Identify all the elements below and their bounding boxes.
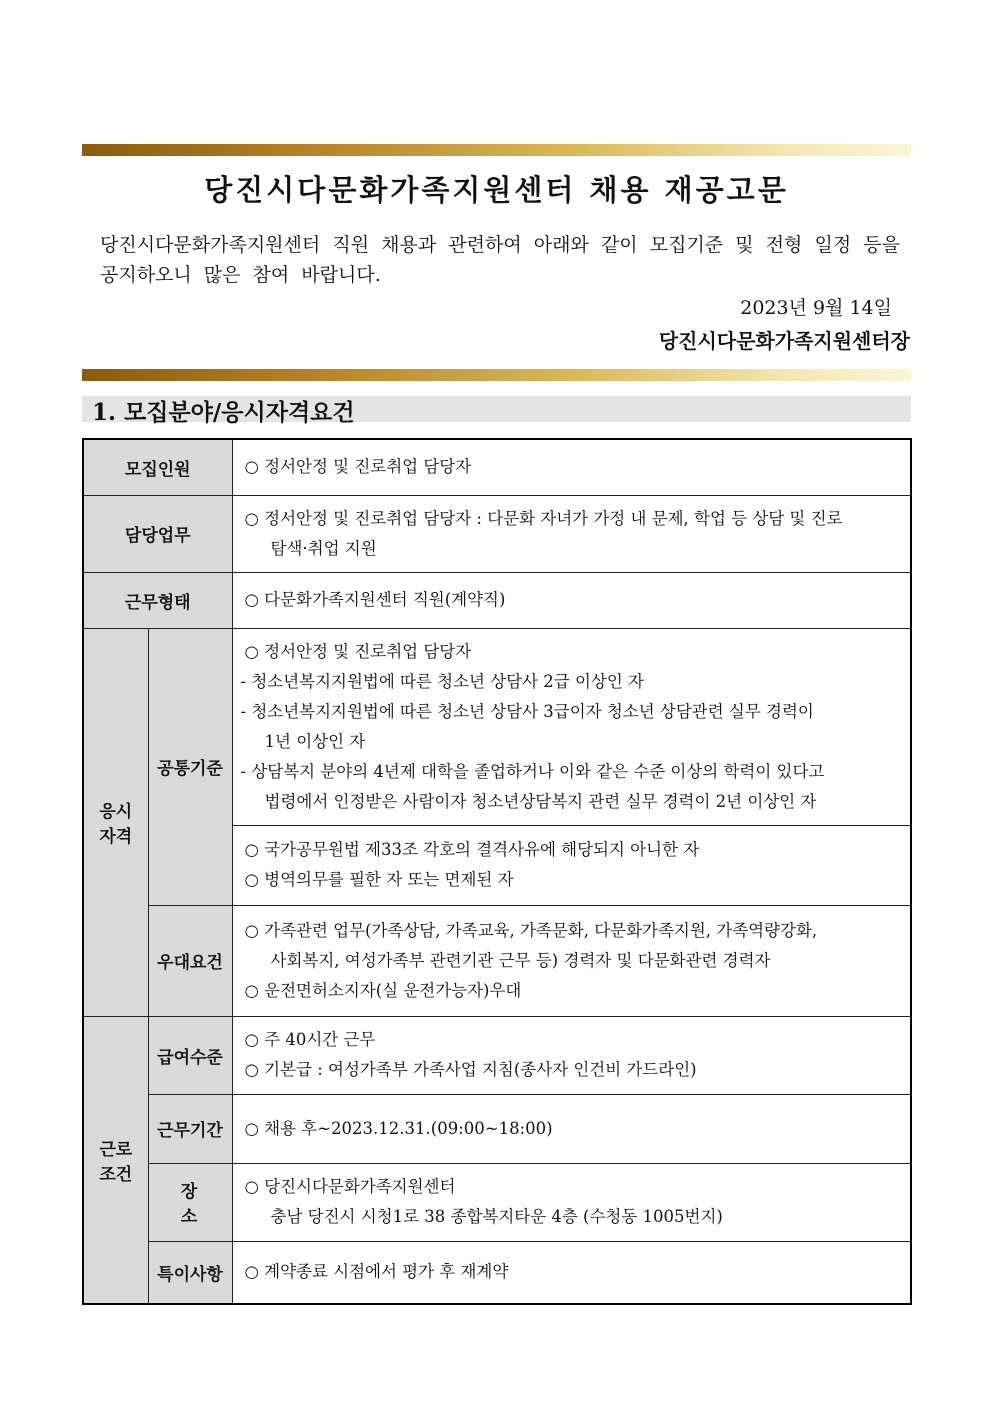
common-text-2: - 청소년복지지원법에 따른 청소년 상담사 2급 이상인 자 — [240, 671, 644, 691]
announcement-date: 2023년 9월 14일 — [740, 297, 892, 319]
row-preference — [83, 905, 911, 1016]
common-text-6: 법령에서 인정받은 사람이자 청소년상담복지 관련 실무 경력이 2년 이상인 자 — [264, 791, 817, 811]
row-duty — [83, 495, 911, 572]
label-preference: 우대요건 — [148, 905, 232, 1016]
row-place — [83, 1163, 911, 1241]
common-text-1: ○ 정서안정 및 진로취업 담당자 — [244, 641, 472, 661]
label-place: 장 소 — [148, 1163, 232, 1241]
label-conditions: 근로 조건 — [83, 1016, 148, 1304]
row-worktype — [83, 572, 911, 628]
section-title: 1. 모집분야/응시자격요건 — [92, 399, 355, 426]
worktype-text: ○ 다문화가족지원센터 직원(계약직) — [244, 590, 506, 609]
recruitment-table — [82, 438, 912, 1305]
duty-text-2: 탐색·취업 지원 — [270, 538, 377, 558]
place-text-2: 충남 당진시 시청1로 38 종합복지타운 4층 (수청동 1005번지) — [270, 1207, 723, 1226]
row-special — [83, 1241, 911, 1304]
special-text: ○ 계약종료 시점에서 평가 후 재계약 — [244, 1262, 509, 1282]
preference-text-1: ○ 가족관련 업무(가족상담, 가족교육, 가족문화, 다문화가족지원, 가족역량강화, — [244, 920, 818, 940]
section-heading — [82, 396, 911, 426]
salary-text-2: ○ 기본급 : 여성가족부 가족사업 지침(종사자 인건비 가드라인) — [244, 1060, 697, 1079]
label-recruit: 모집인원 — [83, 439, 232, 495]
common-text-5: - 상담복지 분야의 4년제 대학을 졸업하거나 이와 같은 수준 이상의 학력이 있다고 — [240, 761, 825, 781]
row-period — [83, 1094, 911, 1163]
preference-text-2: 사회복지, 여성가족부 관련기관 근무 등) 경력자 및 다문화관련 경력자 — [270, 950, 771, 970]
label-qualification: 응시 자격 — [83, 628, 148, 1016]
intro-paragraph: 당진시다문화가족지원센터 직원 채용과 관련하여 아래와 같이 모집기준 및 전형 일정 등을 공지하오니 많은 참여 바랍니다. — [100, 234, 900, 286]
page-title: 당진시다문화가족지원센터 채용 재공고문 — [204, 173, 789, 207]
common-text-4: 1년 이상인 자 — [264, 731, 366, 751]
gold-divider-bottom — [82, 369, 911, 381]
label-period: 근무기간 — [148, 1094, 232, 1163]
signer: 당진시다문화가족지원센터장 — [658, 329, 910, 353]
common-text-8: ○ 병역의무를 필한 자 또는 면제된 자 — [244, 870, 514, 889]
common-text-7: ○ 국가공무원법 제33조 각호의 결격사유에 해당되지 아니한 자 — [244, 840, 700, 859]
recruit-text: ○ 정서안정 및 진로취업 담당자 — [244, 457, 472, 477]
label-duty: 담당업무 — [83, 495, 232, 572]
row-recruit — [83, 439, 911, 495]
period-text: ○ 채용 후~2023.12.31.(09:00~18:00) — [244, 1118, 553, 1138]
label-common: 공통기준 — [148, 628, 232, 905]
row-salary — [83, 1016, 911, 1094]
duty-text-1: ○ 정서안정 및 진로취업 담당자 : 다문화 자녀가 가정 내 문제, 학업 등 상담 및 진로 — [244, 508, 843, 528]
row-common-1 — [83, 628, 911, 825]
label-special: 특이사항 — [148, 1241, 232, 1304]
place-text-1: ○ 당진시다문화가족지원센터 — [244, 1177, 456, 1196]
gold-divider-top — [82, 144, 911, 156]
preference-text-3: ○ 운전면허소지자(실 운전가능자)우대 — [244, 980, 522, 1000]
label-worktype: 근무형태 — [83, 572, 232, 628]
label-salary: 급여수준 — [148, 1016, 232, 1094]
salary-text-1: ○ 주 40시간 근무 — [244, 1030, 376, 1049]
common-text-3: - 청소년복지지원법에 따른 청소년 상담사 3급이자 청소년 상담관련 실무 경력이 — [240, 701, 814, 721]
